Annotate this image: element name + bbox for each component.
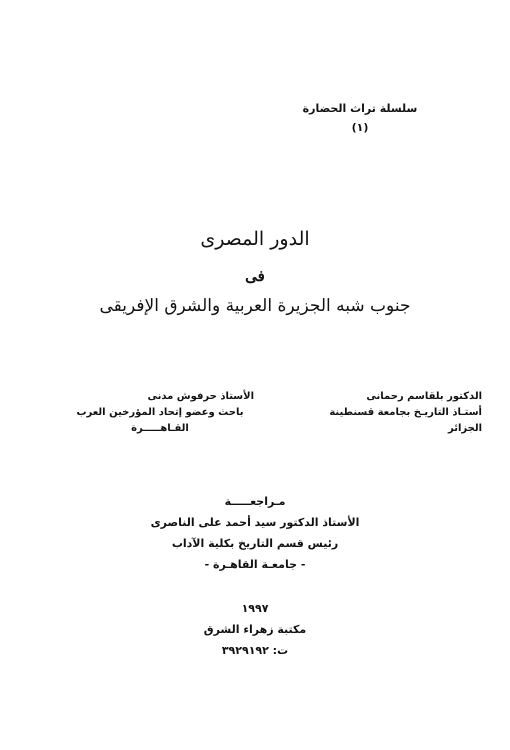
publication-year: ١٩٩٧ xyxy=(241,602,269,615)
author-1-position: أستـاذ التاريـخ بجامعة قسنطينة xyxy=(329,407,482,418)
series-number: (١) xyxy=(351,121,369,134)
reviewer-institution: - جامعـة القاهـرة - xyxy=(204,558,306,571)
book-title: الدور المصرى xyxy=(200,228,310,250)
review-heading: مـراجعـــــة xyxy=(224,495,286,508)
reviewer-position: رئيس قسم التاريخ بكلية الآداب xyxy=(171,537,339,550)
review-block xyxy=(0,491,510,575)
book-title-connector: فى xyxy=(245,267,265,285)
author-1-name: الدكتور بلقاسم رحمانى xyxy=(366,391,482,402)
publication-block xyxy=(0,598,510,661)
reviewer-name: الأستاذ الدكتور سيد أحمد على الناصرى xyxy=(150,516,360,529)
author-1-location: الجزائر xyxy=(447,423,482,434)
book-title-block xyxy=(0,226,510,318)
series-name: سلسلة تراث الحضارة xyxy=(302,102,418,115)
author-2-location: القـاهـــــرة xyxy=(131,423,189,434)
book-subtitle: جنوب شبه الجزيرة العربية والشرق الإفريقى xyxy=(99,296,411,316)
author-2-position: باحث وعضو إتحاد المؤرخين العرب xyxy=(76,407,244,418)
author-1 xyxy=(329,389,482,437)
publisher-name: مكتبة زهراء الشرق xyxy=(203,623,307,636)
author-2-name: الأستاذ حرفوش مدنى xyxy=(147,391,254,402)
author-2 xyxy=(60,389,260,437)
publisher-phone: ت: ٣٩٢٩١٩٢ xyxy=(221,644,289,657)
series-block xyxy=(280,101,440,136)
